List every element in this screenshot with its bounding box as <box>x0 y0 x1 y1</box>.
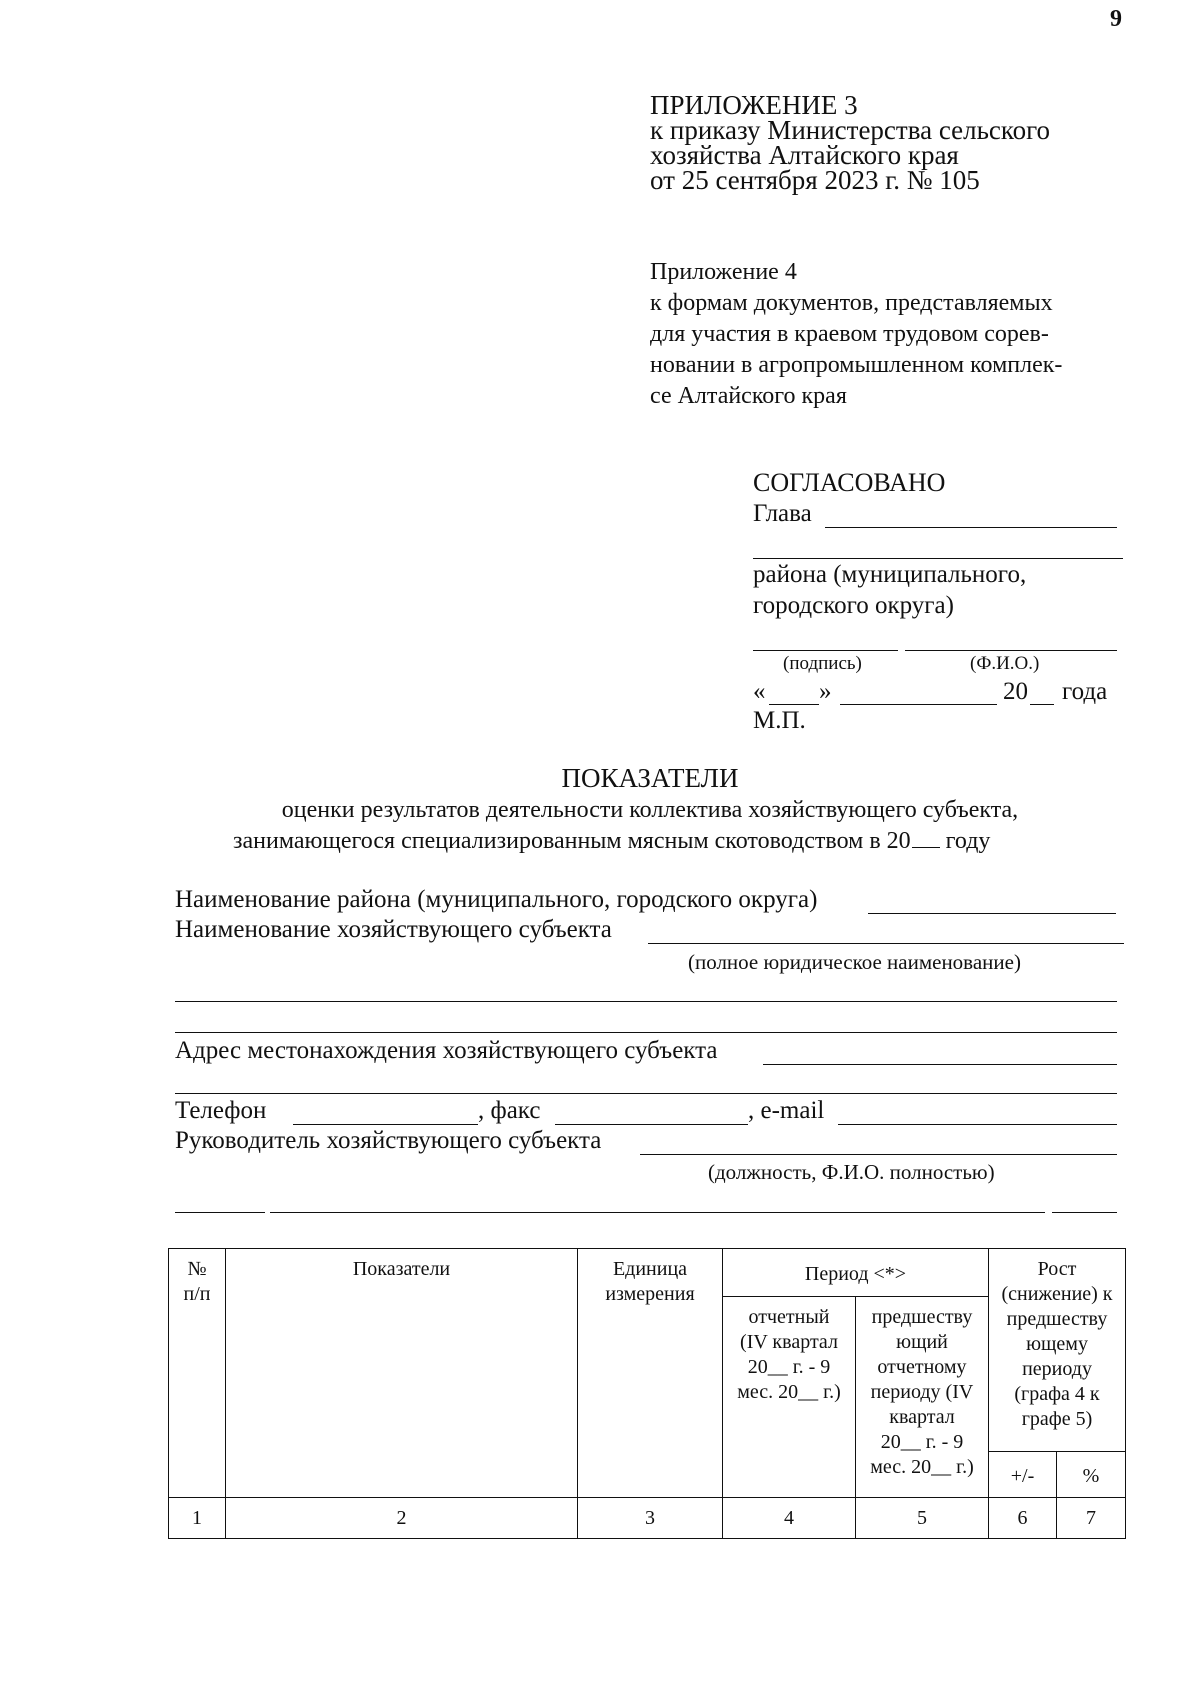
entity-label: Наименование хозяйствующего субъекта <box>175 916 612 943</box>
entity-extra-line-1[interactable] <box>175 1001 1117 1002</box>
header-previous-line: квартал <box>889 1406 955 1428</box>
date-quote-open: « <box>753 678 766 705</box>
header-reporting-period <box>723 1297 856 1498</box>
header-percent <box>1057 1452 1126 1498</box>
approval-head-label: Глава <box>753 500 812 527</box>
address-label: Адрес местонахождения хозяйствующего субъекта <box>175 1037 718 1064</box>
entity-caption: (полное юридическое наименование) <box>688 950 1021 974</box>
appendix-3-heading: ПРИЛОЖЕНИЕ 3 <box>650 90 858 120</box>
full-name-caption: (Ф.И.О.) <box>970 653 1040 674</box>
date-day-line <box>769 704 819 705</box>
header-growth-line: периоду <box>1022 1358 1092 1380</box>
appendix-4-line: к формам документов, представляемых <box>650 290 1053 316</box>
header-growth-line: предшеству <box>1006 1308 1108 1330</box>
page-number: 9 <box>1110 6 1122 32</box>
column-number-4: 4 <box>723 1498 856 1539</box>
signature-caption: (подпись) <box>783 653 862 674</box>
column-number-1: 1 <box>169 1498 226 1539</box>
header-no-line2: п/п <box>183 1283 211 1305</box>
appendix-4-block <box>650 257 1062 412</box>
full-name-line <box>905 650 1117 651</box>
header-growth-line: графе 5) <box>1021 1408 1093 1430</box>
subtitle-line2-suffix: году <box>945 828 991 854</box>
header-period-label: Период <*> <box>804 1263 907 1285</box>
appendix-4-heading: Приложение 4 <box>650 259 797 285</box>
appendix-4-line: для участия в краевом трудовом сорев- <box>650 321 1049 347</box>
appendix-4-line: се Алтайского края <box>650 383 847 409</box>
address-extra-line[interactable] <box>175 1093 1117 1094</box>
district-label: Наименование района (муниципального, городского округа) <box>175 886 818 913</box>
header-indicators-label: Показатели <box>352 1258 451 1280</box>
date-year-suffix: года <box>1062 678 1108 705</box>
header-previous-line: мес. 20__ г.) <box>870 1456 974 1478</box>
header-growth-line: (графа 4 к <box>1014 1383 1100 1405</box>
head-extra-line-1[interactable] <box>175 1212 265 1213</box>
header-growth-line: (снижение) к <box>1001 1283 1113 1305</box>
seal-label: М.П. <box>753 707 806 734</box>
header-no <box>169 1249 226 1498</box>
head-extra-line-2[interactable] <box>270 1212 1045 1213</box>
header-previous-line: предшеству <box>871 1306 973 1328</box>
column-number-5: 5 <box>856 1498 989 1539</box>
header-growth <box>989 1249 1126 1452</box>
email-field-line[interactable] <box>838 1124 1117 1125</box>
head-field-line[interactable] <box>640 1154 1117 1155</box>
table-row <box>169 1498 1126 1539</box>
header-percent-label: % <box>1082 1465 1100 1487</box>
date-year-prefix: 20 <box>1003 678 1028 705</box>
header-period <box>723 1249 989 1297</box>
approval-district-line1: района (муниципального, <box>753 561 1027 588</box>
header-plus-minus <box>989 1452 1057 1498</box>
header-growth-line: Рост <box>1037 1258 1077 1280</box>
column-number-7: 7 <box>1057 1498 1126 1539</box>
appendix-3-line: к приказу Министерства сельского <box>650 115 1051 145</box>
header-unit-line2: измерения <box>605 1283 695 1305</box>
appendix-3-date: от 25 сентября 2023 г. № 105 <box>650 165 980 195</box>
district-name-line <box>753 558 1123 559</box>
column-number-3: 3 <box>578 1498 723 1539</box>
appendix-3-line: хозяйства Алтайского края <box>650 140 959 170</box>
approval-heading: СОГЛАСОВАНО <box>753 468 946 497</box>
fax-label: , факс <box>478 1097 541 1124</box>
table-header-row <box>169 1249 1126 1297</box>
header-previous-line: периоду (IV <box>870 1381 974 1403</box>
column-number-2: 2 <box>226 1498 578 1539</box>
email-label: , e-mail <box>748 1097 825 1124</box>
approval-district-line2: городского округа) <box>753 592 954 619</box>
header-previous-period <box>856 1297 989 1498</box>
address-field-line[interactable] <box>763 1064 1117 1065</box>
phone-label: Телефон <box>175 1097 267 1124</box>
document-title: ПОКАЗАТЕЛИ <box>561 763 739 793</box>
header-growth-line: ющему <box>1026 1333 1088 1355</box>
year-blank-line <box>912 847 940 848</box>
head-extra-line-3[interactable] <box>1052 1212 1117 1213</box>
date-year-line <box>1030 704 1054 705</box>
header-unit-line1: Единица <box>612 1258 688 1280</box>
header-plus-minus-label: +/- <box>1010 1465 1035 1487</box>
header-reporting-line: (IV квартал <box>740 1331 838 1353</box>
header-unit <box>578 1249 723 1498</box>
fax-field-line[interactable] <box>555 1124 748 1125</box>
entity-extra-line-2[interactable] <box>175 1032 1117 1033</box>
header-previous-line: ющий <box>896 1331 948 1353</box>
subtitle-line2-prefix: занимающегося специализированным мясным скотоводством в 20 <box>233 828 911 854</box>
head-caption: (должность, Ф.И.О. полностью) <box>708 1160 995 1184</box>
phone-field-line[interactable] <box>293 1124 478 1125</box>
header-no-line1: № <box>187 1258 207 1280</box>
date-quote-close: » <box>819 678 832 705</box>
header-indicators <box>226 1249 578 1498</box>
district-field-line[interactable] <box>868 913 1116 914</box>
signature-line <box>753 650 898 651</box>
indicators-table <box>168 1248 1126 1539</box>
head-name-line <box>825 527 1117 528</box>
appendix-4-line: новании в агропромышленном комплек- <box>650 352 1063 378</box>
document-subtitle-line2 <box>233 828 990 855</box>
header-reporting-line: 20__ г. - 9 <box>747 1356 831 1378</box>
header-previous-line: 20__ г. - 9 <box>880 1431 964 1453</box>
head-label: Руководитель хозяйствующего субъекта <box>175 1127 602 1154</box>
date-month-line <box>840 704 997 705</box>
document-subtitle-line1: оценки результатов деятельности коллектива хозяйствующего субъекта, <box>281 797 1019 823</box>
header-reporting-line: мес. 20__ г.) <box>737 1381 841 1403</box>
header-reporting-line: отчетный <box>748 1306 830 1328</box>
header-previous-line: отчетному <box>877 1356 967 1378</box>
entity-field-line[interactable] <box>648 943 1124 944</box>
column-number-6: 6 <box>989 1498 1057 1539</box>
appendix-3-block <box>650 90 1051 195</box>
